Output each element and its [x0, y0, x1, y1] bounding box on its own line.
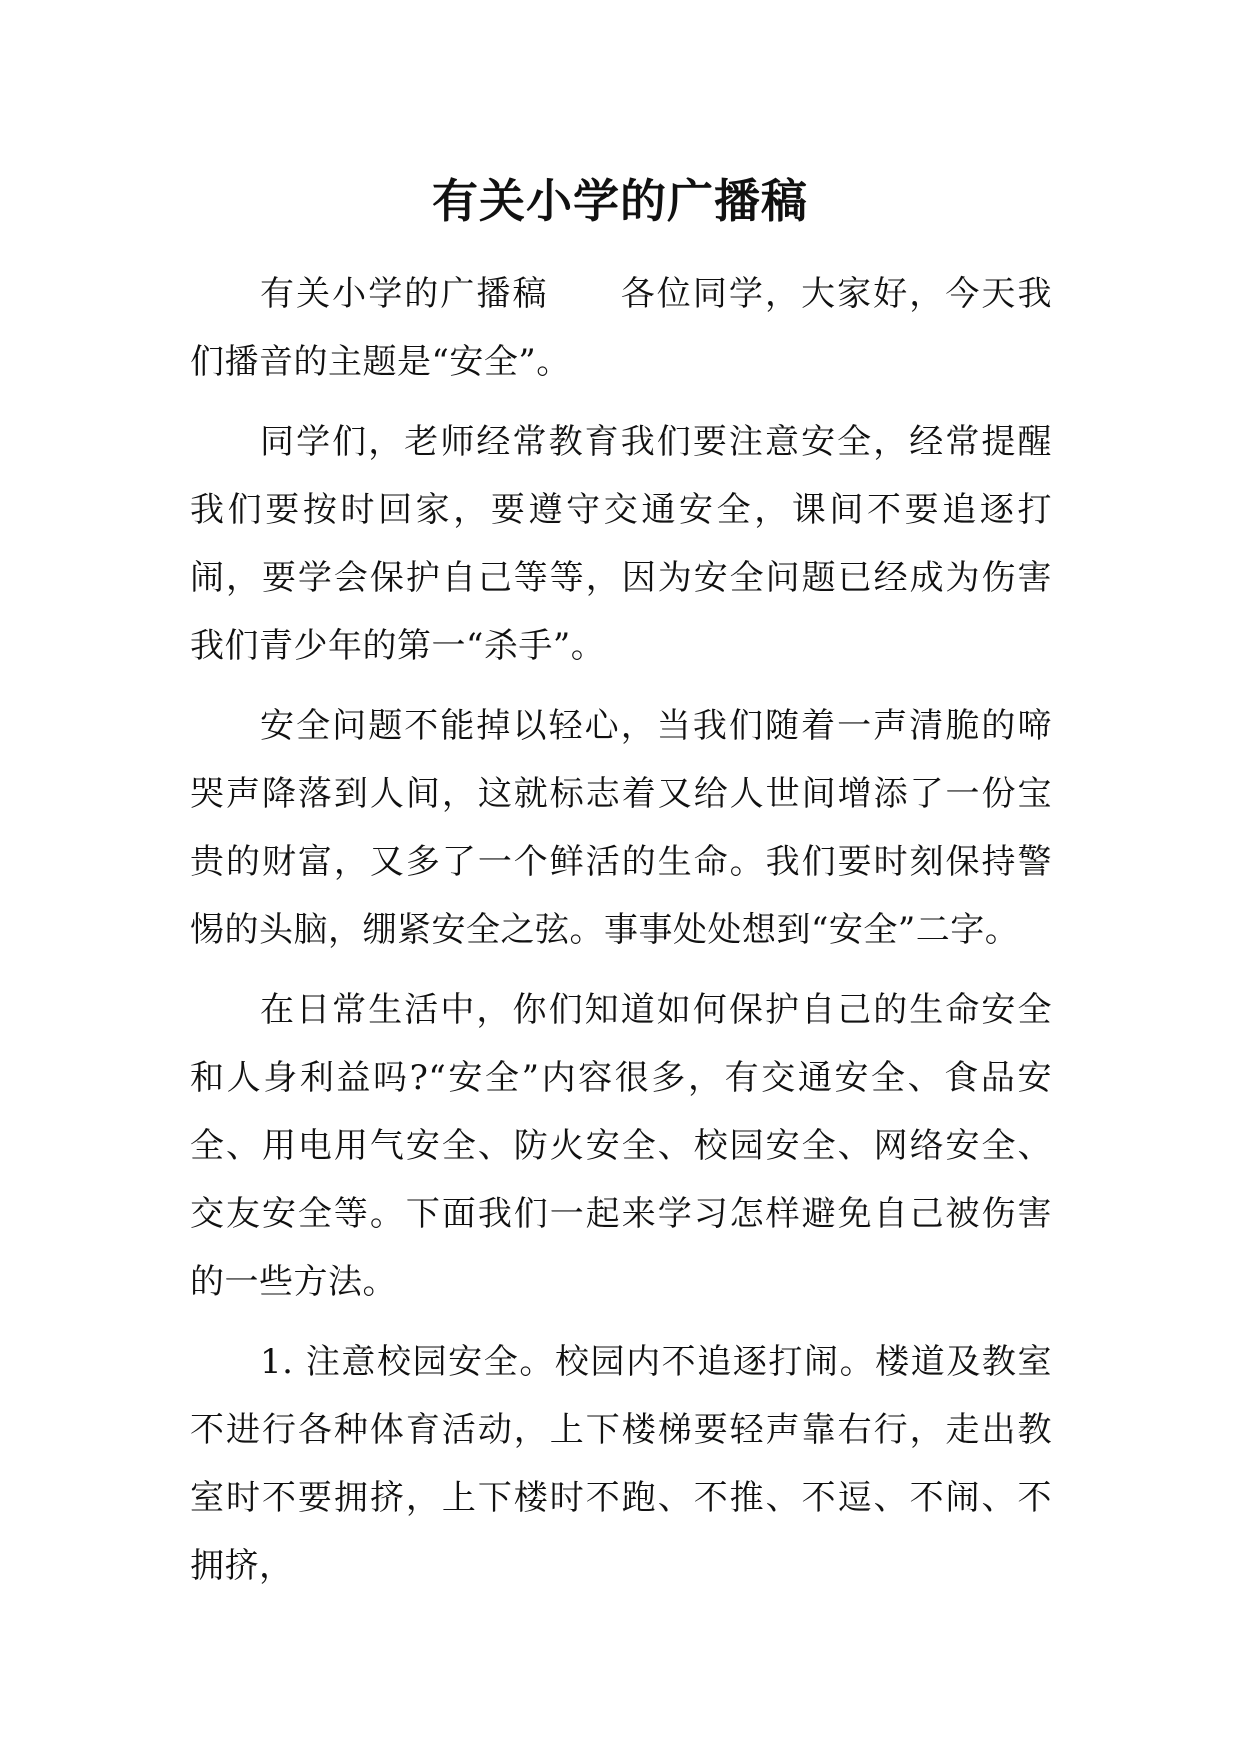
- paragraph-safety-importance: 安全问题不能掉以轻心，当我们随着一声清脆的啼哭声降落到人间，这就标志着又给人世间增添了一份宝贵的财富，又多了一个鲜活的生命。我们要时刻保持警惕的头脑，绷紧安全之弦。事事处处想到“安全”二字。: [190, 706, 1052, 950]
- paragraph-intro: 有关小学的广播稿 各位同学，大家好，今天我们播音的主题是“安全”。: [190, 274, 1052, 382]
- document-title: 有关小学的广播稿: [432, 174, 808, 228]
- paragraph-safety-types: 在日常生活中，你们知道如何保护自己的生命安全和人身利益吗?“安全”内容很多，有交通安全、食品安全、用电用气安全、防火安全、校园安全、网络安全、交友安全等。下面我们一起来学习怎样避免自己被伤害的一些方法。: [190, 990, 1052, 1302]
- paragraph-campus-safety: 1. 注意校园安全。校园内不追逐打闹。楼道及教室不进行各种体育活动，上下楼梯要轻声靠右行，走出教室时不要拥挤，上下楼时不跑、不推、不逗、不闹、不拥挤，: [190, 1342, 1052, 1586]
- document-body: [190, 260, 1052, 1600]
- paragraph-teachers-reminder: 同学们，老师经常教育我们要注意安全，经常提醒我们要按时回家，要遵守交通安全，课间不要追逐打闹，要学会保护自己等等，因为安全问题已经成为伤害我们青少年的第一“杀手”。: [190, 422, 1052, 666]
